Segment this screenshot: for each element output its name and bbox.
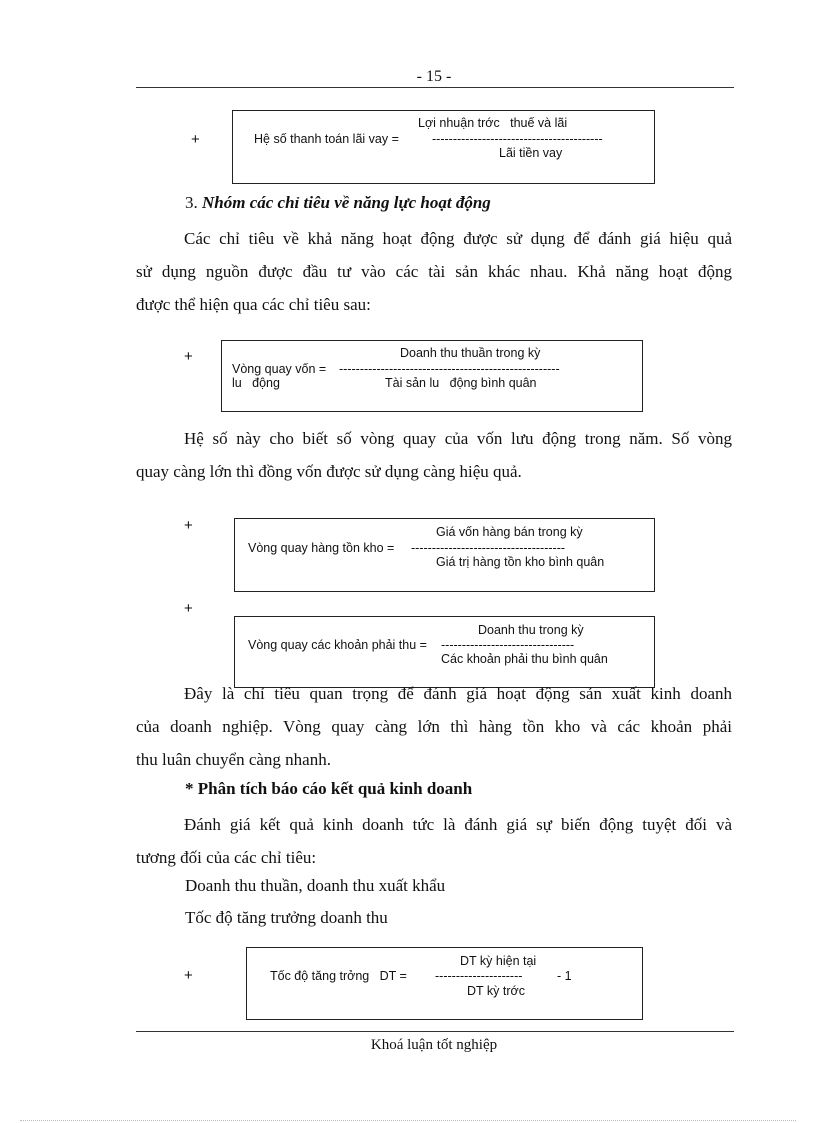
paragraph-line: Các chỉ tiêu về khả năng hoạt động được sử dụng để đánh giá hiệu quả xyxy=(184,229,732,248)
formula-left-side: Vòng quay hàng tồn kho = xyxy=(248,541,395,555)
footer-text: Khoá luận tốt nghiệp xyxy=(370,1037,498,1053)
paragraph-line: sử dụng nguồn được đầu tư vào các tài sản khác nhau. Khả năng hoạt động xyxy=(136,262,732,281)
paragraph-activity-ratios xyxy=(136,222,732,321)
paragraph-importance xyxy=(136,677,732,776)
paragraph-line: Hệ số này cho biết số vòng quay của vốn lưu động trong năm. Số vòng xyxy=(184,429,732,448)
fraction-line: ----------------------------------------------------- xyxy=(339,362,560,376)
formula-box-working-capital-turnover xyxy=(221,340,643,412)
section-title: Nhóm các chỉ tiêu về năng lực hoạt động xyxy=(202,193,491,212)
formula-left-side: Hệ số thanh toán lãi vay = xyxy=(254,132,399,146)
fraction-line: -------------------------------- xyxy=(441,638,575,652)
formula-left-side: Vòng quay vốn = xyxy=(232,362,327,376)
formula-box-inventory-turnover xyxy=(234,518,655,592)
list-item: Tốc độ tăng trưởng doanh thu xyxy=(185,908,388,927)
section-heading xyxy=(185,193,491,213)
paragraph-turnover-meaning xyxy=(136,422,732,488)
bullet-plus: + xyxy=(191,131,200,148)
formula-denominator: DT kỳ trớc xyxy=(467,984,525,998)
footer-rule xyxy=(136,1031,734,1032)
fraction-line: --------------------- xyxy=(435,969,523,983)
formula-numerator: Doanh thu thuần trong kỳ xyxy=(400,346,541,360)
list-item: Doanh thu thuần, doanh thu xuất khẩu xyxy=(185,876,446,895)
formula-left-side: Vòng quay các khoản phải thu = xyxy=(248,638,427,652)
paragraph-line: Đánh giá kết quả kinh doanh tức là đánh giá sự biến động tuyệt đối và xyxy=(184,815,732,834)
page-number: - 15 - xyxy=(416,68,452,85)
formula-denominator: Các khoản phải thu bình quân xyxy=(441,652,608,666)
fraction-line: ------------------------------------- xyxy=(411,541,566,555)
paragraph-line: tương đối của các chỉ tiêu: xyxy=(136,848,317,867)
paragraph-business-results xyxy=(136,808,732,874)
formula-left-side: Tốc độ tăng trởng DT = xyxy=(270,969,407,983)
formula-denominator: Lãi tiền vay xyxy=(499,146,563,160)
formula-box-interest-coverage xyxy=(232,110,655,184)
fraction-line: ----------------------------------------- xyxy=(432,132,603,146)
bullet-plus: + xyxy=(184,967,193,984)
subheading: * Phân tích báo cáo kết quả kinh doanh xyxy=(185,779,473,798)
paragraph-line: quay càng lớn thì đồng vốn được sử dụng càng hiệu quả. xyxy=(136,462,522,481)
paragraph-line: được thể hiện qua các chỉ tiêu sau: xyxy=(136,295,371,314)
formula-left-side-cont: lu động xyxy=(232,376,280,390)
bullet-plus: + xyxy=(184,348,193,365)
page-edge-dotted-line xyxy=(20,1120,796,1121)
minus-one: - 1 xyxy=(557,969,572,983)
formula-box-growth-rate xyxy=(246,947,643,1020)
bullet-plus: + xyxy=(184,600,193,617)
header-rule xyxy=(136,87,734,88)
paragraph-line: thu luân chuyển càng nhanh. xyxy=(136,750,331,769)
formula-numerator: Lợi nhuận trớc thuế và lãi xyxy=(418,116,568,130)
formula-denominator: Giá trị hàng tồn kho bình quân xyxy=(436,555,605,569)
paragraph-line: Đây là chỉ tiêu quan trọng để đánh giá hoạt động sản xuất kinh doanh xyxy=(184,684,732,703)
formula-numerator: Giá vốn hàng bán trong kỳ xyxy=(436,525,583,539)
paragraph-line: của doanh nghiệp. Vòng quay càng lớn thì hàng tồn kho và các khoản phải xyxy=(136,717,732,736)
formula-numerator: DT kỳ hiện tại xyxy=(460,954,537,968)
formula-denominator: Tài sản lu động bình quân xyxy=(385,376,537,390)
bullet-plus: + xyxy=(184,517,193,534)
section-number: 3. xyxy=(185,193,198,212)
formula-numerator: Doanh thu trong kỳ xyxy=(478,623,584,637)
